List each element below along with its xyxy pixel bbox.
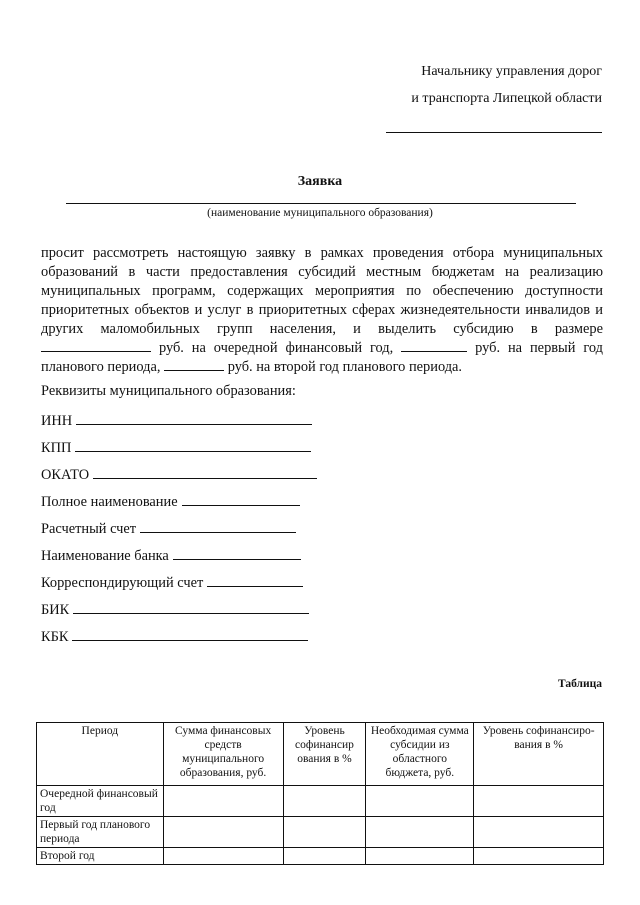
table-cell (474, 786, 604, 817)
field-correspondent-account-label: Корреспондирующий счет (41, 575, 204, 591)
table-cell (474, 817, 604, 848)
field-correspondent-account (41, 572, 303, 592)
row-label-next-year: Очередной финансовый год (37, 786, 164, 817)
table-row (37, 786, 604, 817)
amount-blank-first-planning-year (401, 339, 467, 352)
amount-blank-second-planning-year (164, 358, 224, 371)
table-cell (283, 848, 366, 865)
field-bank-name-label: Наименование банка (41, 548, 169, 564)
field-bank-name (41, 545, 301, 565)
row-label-first-planning-year: Первый год планового периода (37, 817, 164, 848)
document-title: Заявка (297, 174, 343, 189)
table-header-row (37, 723, 604, 786)
field-bank-name-line (173, 545, 301, 560)
field-full-name (41, 491, 300, 511)
field-settlement-account (41, 518, 296, 538)
table-cell (366, 786, 474, 817)
table-cell (283, 786, 366, 817)
table-row (37, 848, 604, 865)
field-kbk (41, 626, 308, 646)
field-bik (41, 599, 309, 619)
header-required-subsidy: Необходимая сумма субсидии из областного бюджета, руб. (366, 723, 474, 786)
municipality-name-line (66, 203, 576, 204)
field-correspondent-account-line (207, 572, 303, 587)
table-cell (366, 848, 474, 865)
addressee-line-1: Начальнику управления дорог (421, 64, 602, 79)
requisites-title: Реквизиты муниципального образования: (41, 383, 296, 399)
header-cofinancing-level-1: Уровень софинансир ования в % (283, 723, 366, 786)
field-bik-line (73, 599, 309, 614)
field-kpp (41, 437, 311, 457)
table-cell (163, 786, 283, 817)
field-inn-label: ИНН (41, 413, 73, 429)
request-text-part-3: руб. на первый год планового периода, (41, 340, 603, 375)
table-cell (474, 848, 604, 865)
row-label-second-year: Второй год (37, 848, 164, 865)
field-kbk-line (72, 626, 308, 641)
field-kbk-label: КБК (41, 629, 69, 645)
field-full-name-line (182, 491, 300, 506)
request-text (41, 244, 603, 377)
amount-blank-next-year (41, 339, 151, 352)
table-cell (283, 817, 366, 848)
field-kpp-line (75, 437, 311, 452)
field-inn-line (76, 410, 312, 425)
field-settlement-account-label: Расчетный счет (41, 521, 137, 537)
field-full-name-label: Полное наименование (41, 494, 178, 510)
field-inn (41, 410, 312, 430)
table-label: Таблица (557, 678, 602, 690)
field-okato-label: ОКАТО (41, 467, 90, 483)
request-text-part-2: руб. на очередной финансовый год, (158, 340, 394, 356)
table-cell (163, 848, 283, 865)
field-settlement-account-line (140, 518, 296, 533)
field-kpp-label: КПП (41, 440, 72, 456)
municipality-caption: (наименование муниципального образования) (207, 207, 433, 219)
addressee-line-2: и транспорта Липецкой области (411, 91, 602, 106)
table-row (37, 817, 604, 848)
header-cofinancing-level-2: Уровень софинансиро-вания в % (474, 723, 604, 786)
field-okato (41, 464, 317, 484)
table-cell (163, 817, 283, 848)
request-text-part-1: просит рассмотреть настоящую заявку в рамках проведения отбора муниципальных образований в части предоставления субсидий местным бюджетам на реализацию муниципальных программ, содержащих мероприятия по обеспечению доступности приоритетных объектов и услуг в приоритетных сферах жизнедеятельности инвалидов и других маломобильных групп населения, и выделить субсидию в размере (41, 245, 603, 337)
table-cell (366, 817, 474, 848)
header-municipal-funds: Сумма финансовых средств муниципального образования, руб. (163, 723, 283, 786)
addressee-signature-line (386, 132, 602, 133)
header-period: Период (37, 723, 164, 786)
request-text-part-4: руб. на второй год планового периода. (227, 359, 463, 375)
cofinancing-table (36, 722, 604, 865)
field-bik-label: БИК (41, 602, 70, 618)
field-okato-line (93, 464, 317, 479)
